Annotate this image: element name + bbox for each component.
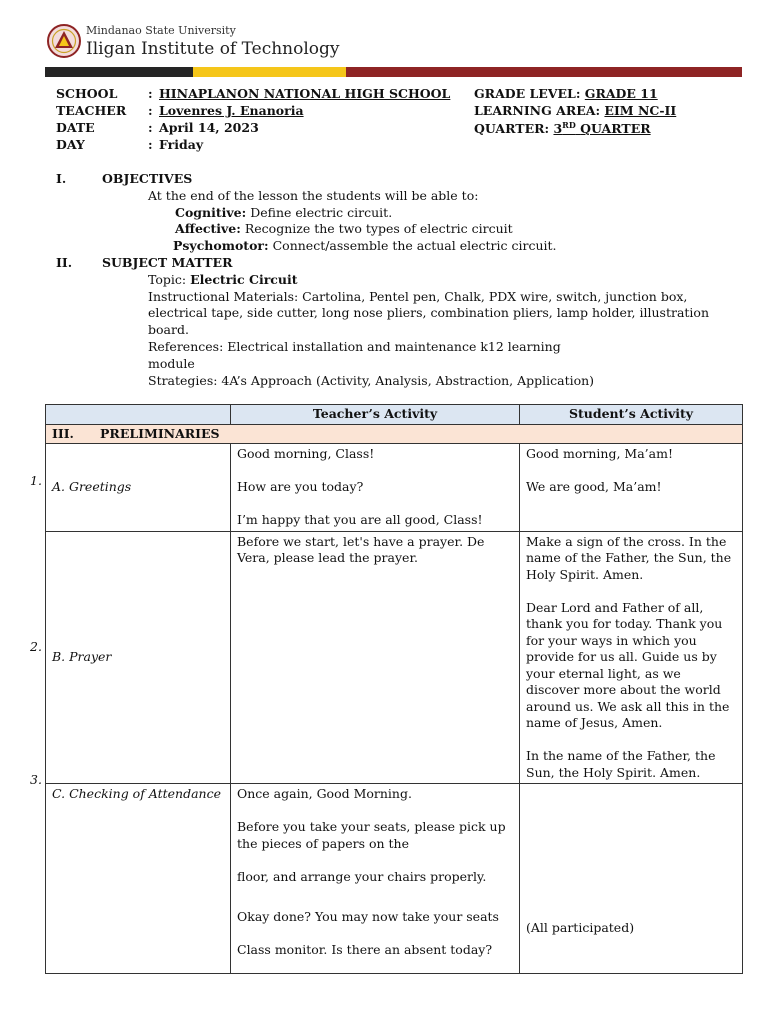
student-line: We are good, Ma’am! — [526, 479, 662, 494]
table-row — [46, 444, 743, 532]
materials-line-2: electrical tape, side cutter, long nose pliers, combination pliers, lamp holder, illustration — [148, 305, 709, 320]
student-cell — [520, 444, 743, 532]
objectives-intro: At the end of the lesson the students will be able to: — [148, 188, 479, 203]
teacher-line: Class monitor. Is there an absent today? — [237, 942, 493, 957]
attendance-label: C. Checking of Attendance — [52, 786, 222, 801]
objective-psychomotor — [173, 238, 557, 253]
table-header-row — [46, 405, 743, 425]
student-line: Good morning, Ma’am! — [526, 446, 673, 461]
teacher-label: TEACHER — [56, 103, 127, 118]
row-label-cell — [46, 531, 231, 784]
row-number-1: 1. — [30, 473, 42, 488]
teacher-cell — [231, 444, 520, 532]
topic-label: Topic: — [148, 272, 187, 287]
grade-level — [474, 86, 658, 101]
header-band-black — [45, 67, 193, 77]
school-sep: : — [148, 86, 153, 101]
teacher-cell — [231, 784, 520, 974]
grade-value: GRADE 11 — [584, 86, 658, 101]
header-band-maroon — [346, 67, 742, 77]
header-blank — [46, 405, 231, 425]
topic-line — [148, 272, 298, 287]
preliminaries-row — [46, 424, 743, 444]
teacher-activity-header: Teacher’s Activity — [231, 405, 520, 425]
table-row — [46, 784, 743, 974]
teacher-line: Okay done? You may now take your seats — [237, 909, 499, 924]
student-activity-header: Student’s Activity — [520, 405, 743, 425]
cognitive-text: Define electric circuit. — [250, 205, 393, 220]
greetings-label: A. Greetings — [52, 479, 132, 494]
student-line: In the name of the Father, the Sun, the Holy Spirit. Amen. — [526, 748, 716, 780]
affective-text: Recognize the two types of electric circuit — [244, 221, 513, 236]
institute-name: Iligan Institute of Technology — [86, 39, 340, 59]
quarter-number: 3 — [553, 121, 563, 137]
quarter-value — [553, 121, 650, 136]
psychomotor-text: Connect/assemble the actual electric circuit. — [272, 238, 557, 253]
university-seal-logo — [47, 24, 81, 58]
student-cell — [520, 784, 743, 974]
teacher-line: I’m happy that you are all good, Class! — [237, 512, 483, 527]
teacher-cell — [231, 531, 520, 784]
date-sep: : — [148, 120, 153, 135]
student-cell — [520, 531, 743, 784]
row-number-2: 2. — [30, 639, 42, 654]
quarter — [474, 120, 651, 136]
school-label: SCHOOL — [56, 86, 118, 101]
preliminaries-heading — [46, 424, 743, 444]
table-row — [46, 531, 743, 784]
topic-value: Electric Circuit — [190, 272, 298, 287]
quarter-label: QUARTER: — [474, 121, 550, 137]
university-name: Mindanao State University — [86, 24, 236, 37]
activity-table — [45, 404, 743, 974]
references-line-2: module — [148, 356, 195, 371]
teacher-line: Once again, Good Morning. — [237, 786, 412, 801]
objective-cognitive — [175, 205, 392, 220]
header-band-gold — [193, 67, 346, 77]
references-line-1: References: Electrical installation and maintenance k12 learning — [148, 339, 561, 354]
learning-area — [474, 103, 676, 118]
row-number-3: 3. — [30, 772, 42, 787]
prayer-label: B. Prayer — [52, 649, 112, 664]
date-label: DATE — [56, 120, 95, 135]
objectives-title: OBJECTIVES — [102, 171, 193, 186]
teacher-line: floor, and arrange your chairs properly. — [237, 868, 487, 884]
teacher-line: Good morning, Class! — [237, 446, 375, 461]
teacher-line: Before you take your seats, please pick up the pieces of papers on the — [237, 819, 506, 851]
student-line: Dear Lord and Father of all, thank you for today. Thank you for your ways in which you provide for us all. Guide us by your eternal light, as we discover more about the world around us. We ask all this in the name of Jesus, Amen. — [526, 599, 730, 730]
teacher-value: Lovenres J. Enanoria — [159, 103, 304, 118]
day-label: DAY — [56, 137, 85, 152]
materials-line-3: board. — [148, 322, 189, 337]
psychomotor-label: Psychomotor: — [173, 238, 269, 253]
teacher-line: Before we start, let's have a prayer. De Vera, please lead the prayer. — [237, 533, 485, 565]
subject-numeral: II. — [56, 255, 73, 270]
objective-affective — [175, 221, 513, 236]
quarter-superscript: RD — [562, 120, 576, 130]
day-sep: : — [148, 137, 153, 152]
teacher-sep: : — [148, 103, 153, 118]
materials-line-1: Instructional Materials: Cartolina, Pentel pen, Chalk, PDX wire, switch, junction box, — [148, 289, 688, 304]
prelim-numeral: III. — [52, 425, 74, 441]
teacher-line: How are you today? — [237, 479, 364, 494]
school-value: HINAPLANON NATIONAL HIGH SCHOOL — [159, 86, 451, 101]
objectives-numeral: I. — [56, 171, 67, 186]
student-line: (All participated) — [526, 920, 635, 935]
day-value: Friday — [159, 137, 204, 152]
row-label-cell — [46, 444, 231, 532]
date-value: April 14, 2023 — [159, 120, 259, 135]
student-line: Make a sign of the cross. In the name of the Father, the Sun, the Holy Spirit. Amen. — [526, 533, 732, 582]
cognitive-label: Cognitive: — [175, 205, 247, 220]
area-label: LEARNING AREA: — [474, 103, 601, 118]
grade-label: GRADE LEVEL: — [474, 86, 581, 101]
prelim-title: PRELIMINARIES — [100, 425, 220, 441]
subject-title: SUBJECT MATTER — [102, 255, 233, 270]
affective-label: Affective: — [175, 221, 241, 236]
row-label-cell — [46, 784, 231, 974]
strategies-line: Strategies: 4A’s Approach (Activity, Analysis, Abstraction, Application) — [148, 373, 595, 388]
quarter-word: QUARTER — [580, 121, 651, 137]
area-value: EIM NC-II — [604, 103, 677, 118]
